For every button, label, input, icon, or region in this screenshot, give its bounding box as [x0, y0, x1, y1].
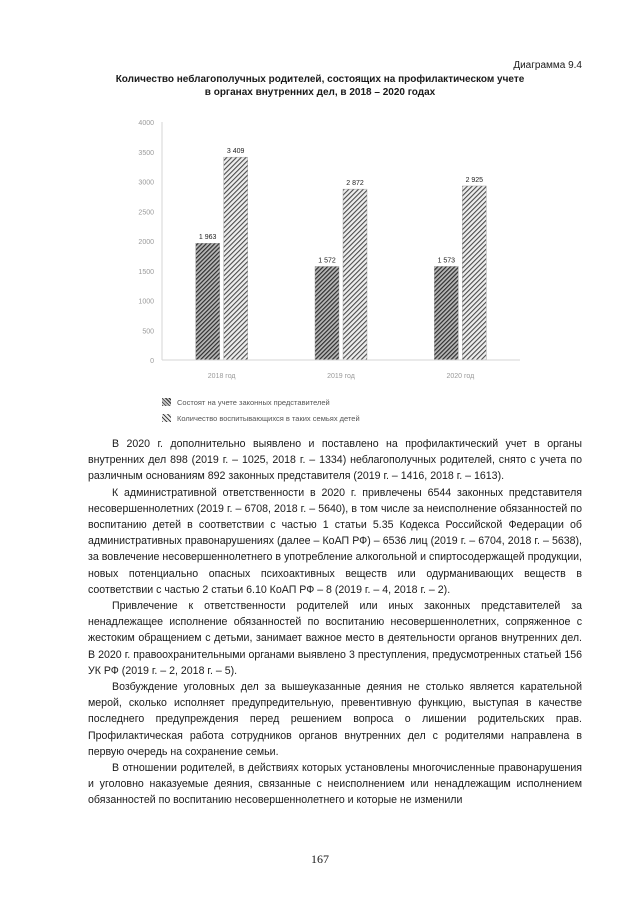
legend-item-parents [162, 394, 360, 410]
y-tick-label: 2500 [138, 209, 154, 217]
diagram-number: Диаграмма 9.4 [513, 60, 582, 71]
bar-chart [110, 110, 530, 385]
legend-label-parents: Состоят на учете законных представителей [177, 397, 330, 407]
paragraph: К административной ответственности в 2020 г. привлечены 6544 законных представителя несовершеннолетних (2019 г. – 6708, 2018 г. – 5640), в том числе за неисполнение обязанностей по воспитанию детей в соответствии с частью 1 статьи 5.35 Кодекса Российской Федерации об административных правонарушениях (далее – КоАП РФ) – 6536 лиц (2019 г. – 6704, 2018 г. – 5638), за вовлечение несовершеннолетнего в употребление алкогольной и спиртосодержащей продукции, новых потенциально опасных психоактивных веществ или одурманивающих веществ в соответствии с частью 2 статьи 6.10 КоАП РФ – 8 (2019 г. – 4, 2018 г. – 2). [88, 486, 582, 596]
y-tick-label: 3500 [138, 149, 154, 157]
paragraph: Привлечение к ответственности родителей или иных законных представителей за ненадлежащее исполнение обязанностей по воспитанию несовершеннолетних, сопряженное с жестоким обращением с детьми, занимает важное место в деятельности органов внутренних дел. В 2020 г. правоохранительными органами выявлено 3 преступления, предусмотренных статьей 156 УК РФ (2019 г. – 2, 2018 г. – 5). [88, 600, 582, 677]
bar [224, 157, 248, 360]
chart-title-line-2: в органах внутренних дел, в 2018 – 2020 годах [204, 87, 436, 98]
legend-swatch-children [162, 414, 171, 422]
bar [315, 266, 339, 360]
bar [196, 243, 220, 360]
bar [462, 186, 486, 360]
legend-swatch-parents [162, 398, 171, 406]
data-label: 2 925 [465, 176, 484, 184]
chart-legend [162, 394, 360, 426]
y-axis [138, 120, 162, 365]
y-tick-label: 0 [150, 358, 154, 365]
bars [196, 148, 487, 360]
body-text [88, 436, 582, 809]
paragraph: В отношении родителей, в действиях которых установлены многочисленные правонарушения и уголовно наказуемые деяния, связанные с неисполнением или ненадлежащим исполнением обязанностей по воспитанию несовершеннолетнего и которые не изменили [88, 762, 582, 807]
y-tick-label: 3000 [138, 179, 154, 187]
paragraph: В 2020 г. дополнительно выявлено и поставлено на профилактический учет в органы внутренних дел 898 (2019 г. – 1025, 2018 г. – 1334) неблагополучных родителей, снято с учета по различным основаниям 892 законных представителя (2019 г. – 1416, 2018 г. – 1613). [88, 438, 582, 483]
x-tick-label: 2018 год [207, 373, 236, 380]
y-tick-label: 500 [142, 328, 154, 336]
chart-title [60, 73, 580, 99]
data-label: 3 409 [226, 148, 245, 156]
x-tick-label: 2019 год [327, 373, 355, 380]
y-tick-label: 2000 [138, 239, 154, 246]
page-number: 167 [311, 852, 329, 866]
y-tick-label: 1000 [138, 298, 154, 306]
bar [343, 189, 367, 360]
legend-label-children: Количество воспитывающихся в таких семьях детей [177, 413, 360, 423]
data-label: 1 963 [198, 234, 217, 242]
bar [434, 266, 458, 360]
x-axis [162, 360, 520, 380]
chart-title-line-1: Количество неблагополучных родителей, состоящих на профилактическом учете [115, 74, 525, 85]
data-label: 1 572 [318, 257, 336, 265]
x-tick-label: 2020 год [446, 373, 475, 380]
paragraph: Возбуждение уголовных дел за вышеуказанные деяния не столько является карательной мерой, сколько исполняет предупредительную, превентивную функцию, выступая в качестве последнего предупреждения перед решением вопроса о лишении родительских прав. Профилактическая работа сотрудников органов внутренних дел с родителями направлена в первую очередь на сохранение семьи. [88, 681, 582, 758]
legend-item-children [162, 410, 360, 426]
data-label: 1 573 [437, 257, 456, 265]
data-label: 2 872 [346, 180, 364, 188]
y-tick-label: 1500 [138, 268, 154, 276]
y-tick-label: 4000 [138, 120, 154, 127]
